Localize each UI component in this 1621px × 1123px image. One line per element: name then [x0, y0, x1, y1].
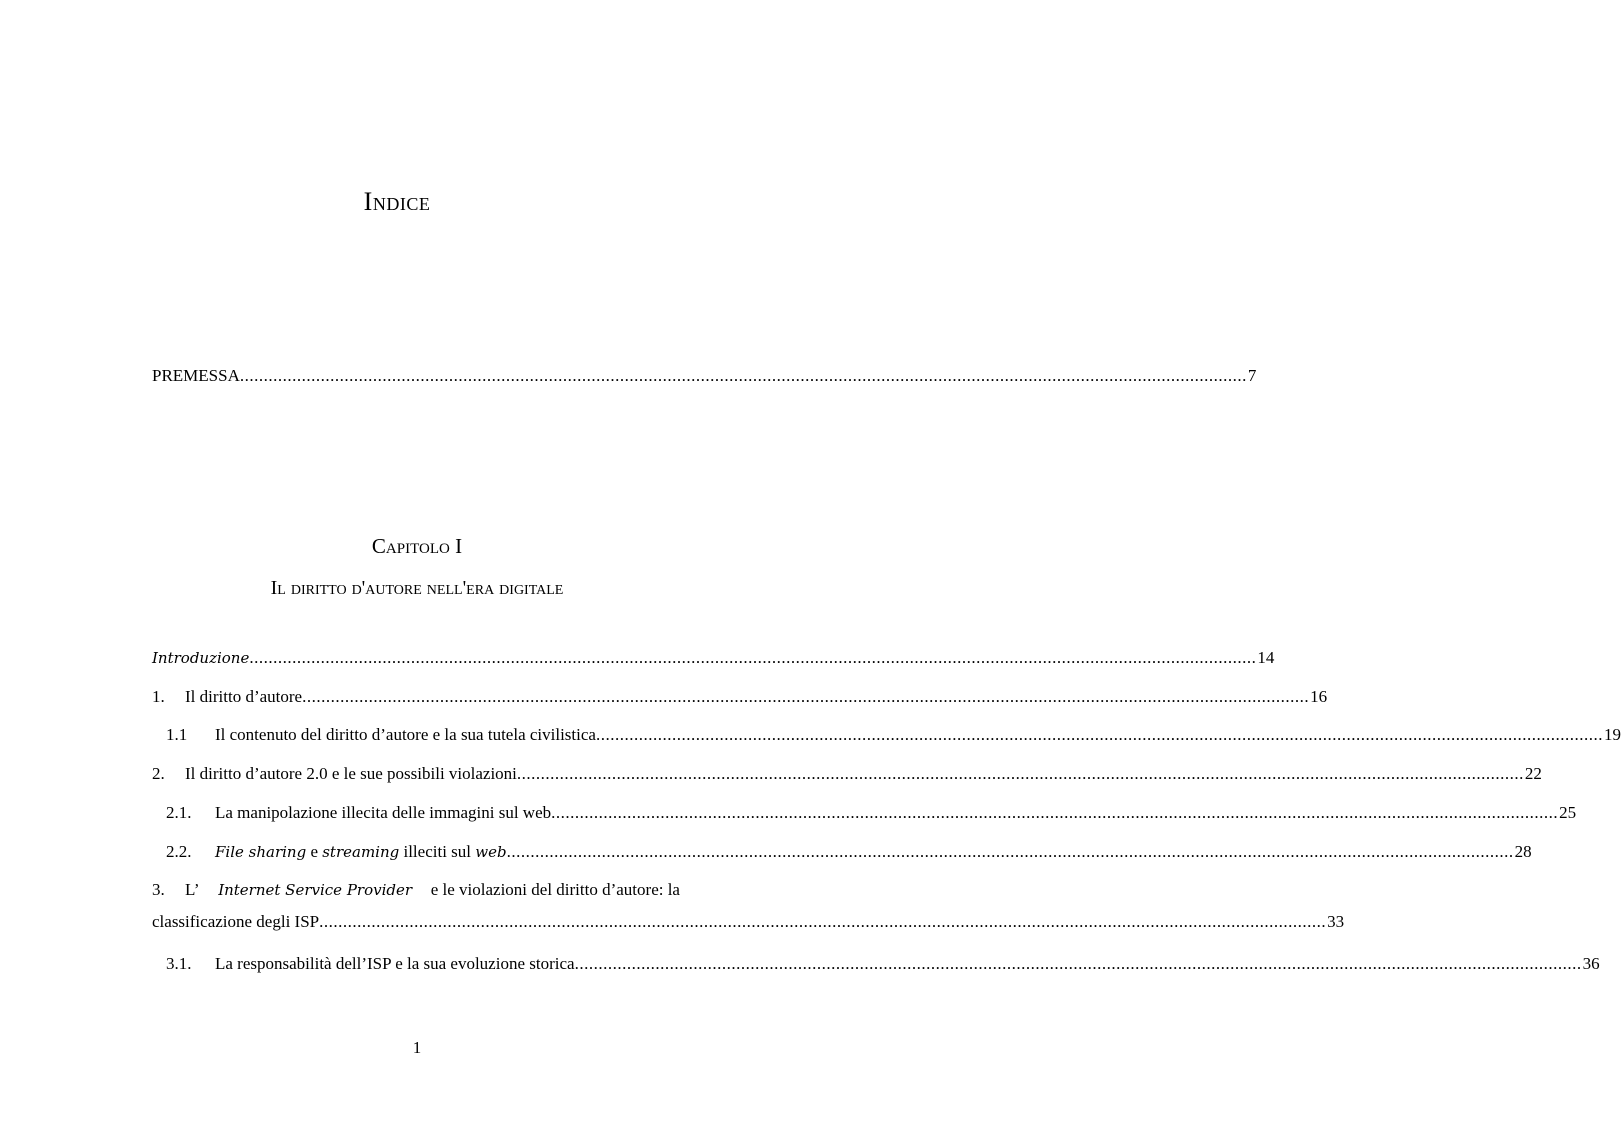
- toc-label-text: illeciti sul: [399, 842, 476, 861]
- dot-leader: [596, 723, 1603, 747]
- dot-leader: [302, 685, 1309, 709]
- toc-page-number: 25: [1559, 803, 1577, 822]
- toc-label-italic: File sharing: [215, 843, 307, 861]
- page-title: Indice: [363, 187, 431, 216]
- toc-entry-1-1[interactable]: [166, 723, 1621, 747]
- toc-entry-3-line2[interactable]: [152, 910, 1345, 934]
- toc-label: Il contenuto del diritto d’autore e la sua tutela civilistica: [215, 725, 596, 744]
- toc-page-number: 16: [1310, 687, 1328, 706]
- dot-leader: [575, 952, 1582, 976]
- dot-leader: [551, 801, 1558, 825]
- toc-section-number: 2.1.: [166, 803, 192, 822]
- toc-label-italic: web: [475, 843, 507, 861]
- chapter-title: Il diritto d'autore nell'era digitale: [270, 577, 564, 599]
- toc-entry-2-1[interactable]: [166, 801, 1577, 825]
- toc-label: Il diritto d’autore 2.0 e le sue possibili violazioni: [185, 764, 517, 783]
- toc-entry-2[interactable]: [152, 762, 1542, 786]
- toc-entry-3-line1[interactable]: [152, 878, 680, 902]
- toc-entry-introduzione[interactable]: [152, 646, 1275, 670]
- toc-label: Il diritto d’autore: [185, 687, 303, 706]
- toc-label-text: e le violazioni del diritto d’autore: la: [430, 880, 680, 899]
- toc-section-number: 3.1.: [166, 954, 192, 973]
- toc-label: Introduzione: [152, 649, 250, 667]
- toc-entry-2-2[interactable]: [166, 840, 1532, 864]
- toc-label-text: L’: [185, 880, 200, 899]
- toc-label-italic: streaming: [322, 843, 400, 861]
- toc-page-number: 33: [1327, 912, 1345, 931]
- toc-label: PREMESSA: [152, 366, 240, 385]
- dot-leader: [517, 762, 1524, 786]
- chapter-label: Capitolo I: [371, 534, 463, 558]
- toc-label: La manipolazione illecita delle immagini sul web: [215, 803, 552, 822]
- toc-page-number: 22: [1524, 764, 1542, 783]
- footer-page-number: 1: [412, 1038, 422, 1057]
- toc-page-number: 19: [1603, 725, 1621, 744]
- toc-entry-1[interactable]: [152, 685, 1328, 709]
- dot-leader: [249, 646, 1256, 670]
- toc-entry-premessa[interactable]: [152, 364, 1257, 388]
- toc-page-number: 14: [1257, 648, 1275, 667]
- toc-page-number: 28: [1514, 842, 1532, 861]
- toc-page-number: 36: [1582, 954, 1600, 973]
- toc-label: La responsabilità dell’ISP e la sua evoluzione storica: [215, 954, 575, 973]
- dot-leader: [319, 910, 1326, 934]
- dot-leader: [240, 364, 1247, 388]
- toc-label-text: e: [306, 842, 323, 861]
- toc-entry-3-1[interactable]: [166, 952, 1600, 976]
- dot-leader: [507, 840, 1514, 864]
- toc-section-number: 3.: [152, 880, 165, 899]
- toc-label-italic: Internet Service Provider: [218, 881, 413, 899]
- toc-section-number: 2.2.: [166, 842, 192, 861]
- toc-section-number: 1.: [152, 687, 165, 706]
- toc-label: [215, 840, 507, 864]
- toc-page-number: 7: [1247, 366, 1257, 385]
- toc-section-number: 1.1: [166, 725, 188, 744]
- toc-section-number: 2.: [152, 764, 165, 783]
- toc-label: [185, 878, 680, 902]
- toc-label: classificazione degli ISP: [152, 912, 320, 931]
